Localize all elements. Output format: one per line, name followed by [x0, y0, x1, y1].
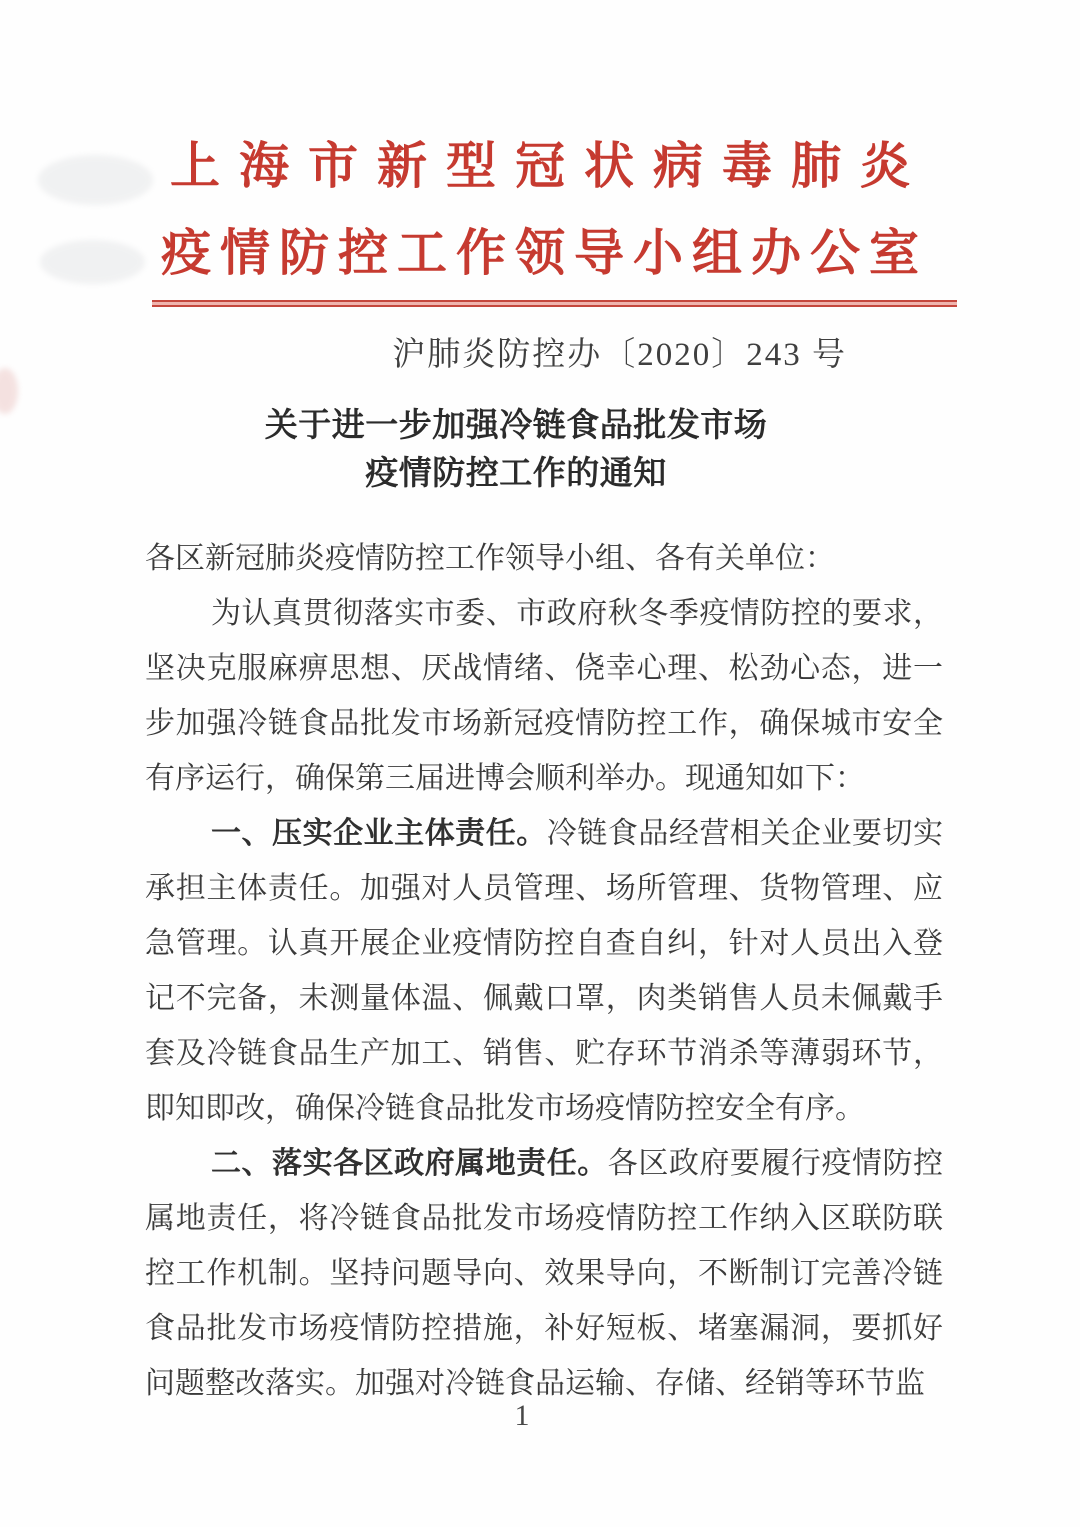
paragraph-section-2	[145, 1136, 943, 1411]
letterhead	[0, 123, 1080, 297]
agency-name-line-2: 疫情防控工作领导小组办公室	[161, 225, 928, 281]
salutation: 各区新冠肺炎疫情防控工作领导小组、各有关单位：	[145, 542, 835, 575]
agency-name-line-1: 上海市新型冠状病毒肺炎	[170, 138, 929, 194]
paragraph-lead: 二、落实各区政府属地责任。	[211, 1147, 608, 1180]
paragraph-opening	[145, 586, 943, 806]
paragraph-text: 为认真贯彻落实市委、市政府秋冬季疫情防控的要求，坚决克服麻痹思想、厌战情绪、侥幸心理、松劲心态，进一步加强冷链食品批发市场新冠疫情防控工作，确保城市安全有序运行，确保第三届进博会顺利举办。现通知如下：	[145, 597, 943, 795]
notice-title	[0, 401, 1056, 497]
document-number: 沪肺炎防控办〔2020〕243 号	[392, 337, 847, 373]
notice-title-line-2: 疫情防控工作的通知	[365, 454, 667, 491]
notice-title-line-1: 关于进一步加强冷链食品批发市场	[264, 406, 768, 443]
paragraph-lead: 一、压实企业主体责任。	[211, 817, 547, 850]
red-separator-rule	[152, 300, 957, 307]
document-body	[145, 531, 943, 1411]
paragraph-text: 各区政府要履行疫情防控属地责任，将冷链食品批发市场疫情防控工作纳入区联防联控工作机制。坚持问题导向、效果导向，不断制订完善冷链食品批发市场疫情防控措施，补好短板、堵塞漏洞，要抓好问题整改落实。加强对冷链食品运输、存储、经销等环节监	[145, 1147, 944, 1400]
paragraph-text: 冷链食品经营相关企业要切实承担主体责任。加强对人员管理、场所管理、货物管理、应急管理。认真开展企业疫情防控自查自纠，针对人员出入登记不完备，未测量体温、佩戴口罩，肉类销售人员未佩戴手套及冷链食品生产加工、销售、贮存环节消杀等薄弱环节，即知即改，确保冷链食品批发市场疫情防控安全有序。	[145, 817, 944, 1125]
paragraph-section-1	[145, 806, 943, 1136]
page-number: 1	[514, 1399, 530, 1432]
